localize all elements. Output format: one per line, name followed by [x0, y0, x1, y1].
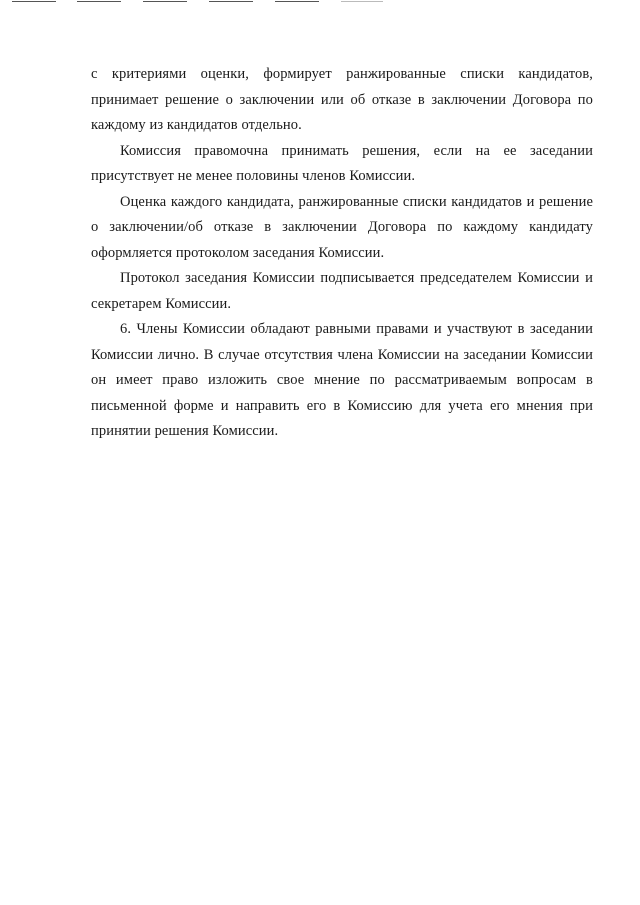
paragraph-section-6: 6. Члены Комиссии обладают равными правами и участвуют в заседании Комиссии лично. В случае отсутствия члена Комиссии на заседании Комиссии он имеет право изложить свое мнение по рассматриваемым вопросам в письменной форме и направить его в Комиссию для учета его мнения при принятии решения Комиссии. [91, 321, 593, 439]
separator-rule [77, 1, 121, 2]
separator-rule [209, 1, 253, 2]
paragraph-protocol: Протокол заседания Комиссии подписывается председателем Комиссии и секретарем Комиссии. [91, 270, 593, 312]
separator-rule [341, 1, 383, 2]
document-body [91, 62, 593, 445]
paragraph-continuation: с критериями оценки, формирует ранжированные списки кандидатов, принимает решение о заключении или об отказе в заключении Договора по каждому из кандидатов отдельно. [91, 66, 593, 133]
separator-rule [275, 1, 319, 2]
paragraph-evaluation: Оценка каждого кандидата, ранжированные списки кандидатов и решение о заключении/об отказе в заключении Договора по каждому кандидату оформляется протоколом заседания Комиссии. [91, 193, 593, 261]
top-separator-rules [12, 0, 392, 4]
paragraph-quorum: Комиссия правомочна принимать решения, если на ее заседании присутствует не менее половины членов Комиссии. [91, 142, 593, 184]
separator-rule [143, 1, 187, 2]
separator-rule [12, 1, 56, 2]
